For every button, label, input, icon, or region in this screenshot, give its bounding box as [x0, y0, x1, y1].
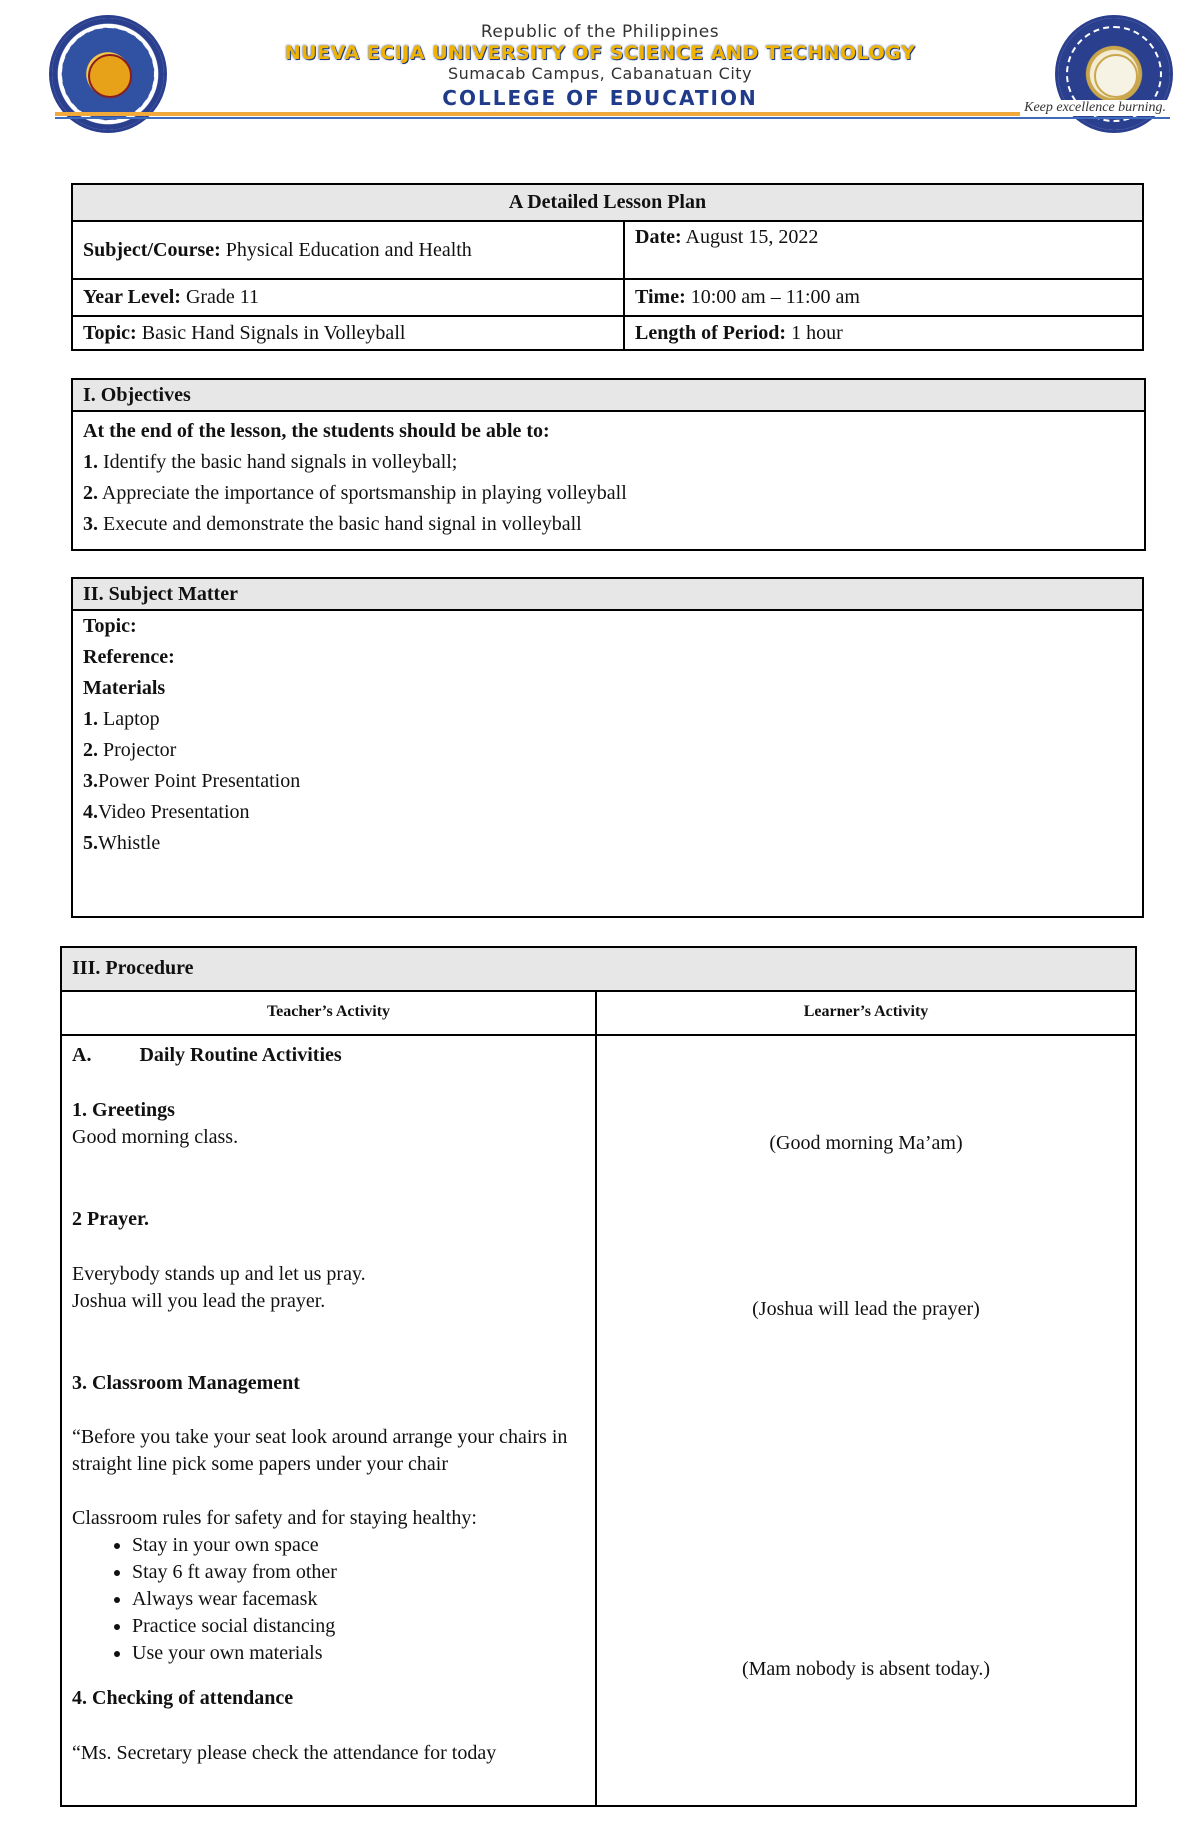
rules-intro: Classroom rules for safety and for staying healthy:	[72, 1507, 477, 1529]
objectives-intro: At the end of the lesson, the students should be able to:	[83, 420, 550, 442]
rule-item: • Practice social distancing	[132, 1613, 585, 1640]
subject-matter-heading: II. Subject Matter	[73, 579, 1142, 611]
year-level-cell: Year Level: Grade 11	[72, 279, 624, 316]
attendance-response: (Mam nobody is absent today.)	[741, 1658, 991, 1680]
prayer-title: 2 Prayer.	[72, 1208, 150, 1230]
material-item: 2. Projector	[83, 739, 177, 761]
attendance-text: “Ms. Secretary please check the attendance for today	[72, 1742, 497, 1764]
material-item: 4.Video Presentation	[83, 801, 250, 823]
greetings-text: Good morning class.	[72, 1126, 239, 1148]
time-cell: Time: 10:00 am – 11:00 am	[624, 279, 1143, 316]
lesson-header-table	[71, 183, 1144, 351]
greetings-response: (Good morning Ma’am)	[769, 1132, 963, 1154]
letterhead-motto: Keep excellence burning.	[1020, 100, 1170, 116]
letterhead-republic: Republic of the Philippines	[480, 22, 720, 42]
objectives-heading: I. Objectives	[73, 380, 1144, 412]
subject-cell: Subject/Course: Physical Education and Health	[72, 221, 624, 279]
rule-item: • Always wear facemask	[132, 1586, 585, 1613]
material-item: 3.Power Point Presentation	[83, 770, 301, 792]
letterhead-university: NUEVA ECIJA UNIVERSITY OF SCIENCE AND TECHNOLOGY	[284, 42, 916, 64]
procedure-heading: III. Procedure	[62, 948, 1135, 992]
learner-column-header: Learner’s Activity	[597, 992, 1135, 1036]
letterhead-campus: Sumacab Campus, Cabanatuan City	[447, 64, 753, 83]
teacher-column-header: Teacher’s Activity	[62, 992, 597, 1036]
date-cell: Date: August 15, 2022	[624, 221, 1143, 279]
rule-item: • Stay in your own space	[132, 1532, 585, 1559]
subject-materials-label: Materials	[83, 677, 166, 699]
attendance-title: 4. Checking of attendance	[72, 1687, 294, 1709]
objective-item: 1. Identify the basic hand signals in volleyball;	[83, 451, 458, 473]
rules-list	[72, 1532, 585, 1667]
letterhead-divider	[55, 112, 1170, 116]
learner-activity-column	[597, 1036, 1135, 1805]
procedure-section	[60, 946, 1137, 1807]
greetings-title: 1. Greetings	[72, 1099, 175, 1121]
subject-reference-label: Reference:	[83, 646, 175, 668]
material-item: 5.Whistle	[83, 832, 161, 854]
prayer-line-2: Joshua will you lead the prayer.	[72, 1290, 326, 1312]
length-cell: Length of Period: 1 hour	[624, 316, 1143, 350]
management-text: “Before you take your seat look around arrange your chairs in straight line pick some papers under your chair	[72, 1426, 568, 1475]
subject-matter-section	[71, 577, 1144, 918]
prayer-response: (Joshua will lead the prayer)	[752, 1298, 980, 1320]
lesson-plan-title: A Detailed Lesson Plan	[72, 184, 1143, 221]
material-item: 1. Laptop	[83, 708, 160, 730]
objective-item: 2. Appreciate the importance of sportsmanship in playing volleyball	[83, 482, 627, 504]
topic-cell: Topic: Basic Hand Signals in Volleyball	[72, 316, 624, 350]
subject-topic-label: Topic:	[83, 615, 137, 637]
letterhead-divider-blue	[55, 117, 1170, 119]
rule-item: • Stay 6 ft away from other	[132, 1559, 585, 1586]
teacher-activity-column	[62, 1036, 597, 1805]
rule-item: • Use your own materials	[132, 1640, 585, 1667]
prayer-line-1: Everybody stands up and let us pray.	[72, 1263, 366, 1285]
objectives-section	[71, 378, 1146, 551]
section-a-title: A. Daily Routine Activities	[72, 1044, 342, 1066]
letterhead-college: COLLEGE OF EDUCATION	[442, 86, 758, 110]
management-title: 3. Classroom Management	[72, 1372, 300, 1394]
objective-item: 3. Execute and demonstrate the basic hand signal in volleyball	[83, 513, 582, 535]
